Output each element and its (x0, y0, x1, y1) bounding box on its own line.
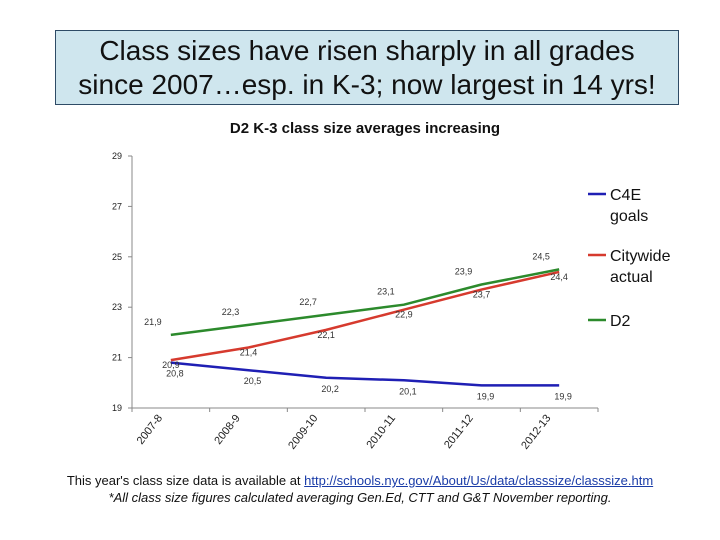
headline-box (55, 30, 679, 105)
data-label: 21,9 (144, 316, 162, 327)
series-line-d2 (171, 266, 559, 335)
chart-legend (588, 187, 671, 330)
data-label: 22,1 (317, 329, 335, 340)
x-tick-label: 2011-12 (442, 412, 476, 452)
data-label: 20,1 (399, 386, 417, 397)
chart-axes (112, 151, 598, 452)
footer-note: *All class size figures calculated averaging Gen.Ed, CTT and G&T November reporting. (108, 490, 612, 505)
y-tick-label: 27 (111, 201, 122, 212)
data-label: 24,4 (550, 271, 568, 282)
x-tick-label: 2008-9 (212, 412, 243, 447)
data-label: 22,3 (221, 306, 240, 317)
footer-prefix: This year's class size data is available at (66, 473, 305, 488)
line-chart (0, 110, 720, 470)
x-tick-label: 2009-10 (286, 412, 321, 452)
data-label: 20,9 (162, 360, 180, 371)
y-tick-label: 21 (111, 352, 122, 363)
data-label: 23,9 (454, 266, 473, 277)
y-tick-label: 23 (111, 302, 122, 313)
data-label: 22,9 (395, 309, 413, 320)
data-label: 20,5 (243, 376, 262, 387)
data-label: 23,7 (472, 289, 491, 300)
data-label: 19,9 (476, 391, 495, 402)
series-lines (171, 266, 559, 385)
legend-label: D2 (610, 313, 631, 330)
data-label: 21,4 (239, 347, 258, 358)
data-label: 20,2 (321, 383, 339, 394)
series-line-c4e-goals (171, 363, 559, 386)
legend-label: C4E goals (610, 187, 649, 225)
headline: Class sizes have risen sharply in all grades since 2007…esp. in K-3; now largest in 14 yrs! (78, 34, 656, 100)
footer (0, 472, 720, 506)
chart-title: D2 K-3 class size averages increasing (229, 120, 501, 137)
x-tick-label: 2007-8 (134, 412, 166, 447)
data-label: 24,5 (532, 251, 550, 262)
footer-line (0, 472, 720, 489)
y-tick-label: 29 (111, 151, 122, 161)
y-tick-label: 19 (111, 403, 122, 413)
data-label: 22,7 (299, 296, 317, 307)
classsize-link[interactable]: http://schools.nyc.gov/About/Us/data/classsize/classsize.htm (304, 473, 654, 488)
x-tick-label: 2012-13 (519, 412, 554, 452)
legend-label: Citywide actual (610, 248, 671, 286)
y-tick-label: 25 (111, 251, 122, 262)
data-label: 20,8 (166, 368, 184, 379)
data-label: 19,9 (554, 391, 572, 402)
x-tick-label: 2010-11 (364, 412, 399, 452)
data-label: 23,1 (377, 286, 395, 297)
